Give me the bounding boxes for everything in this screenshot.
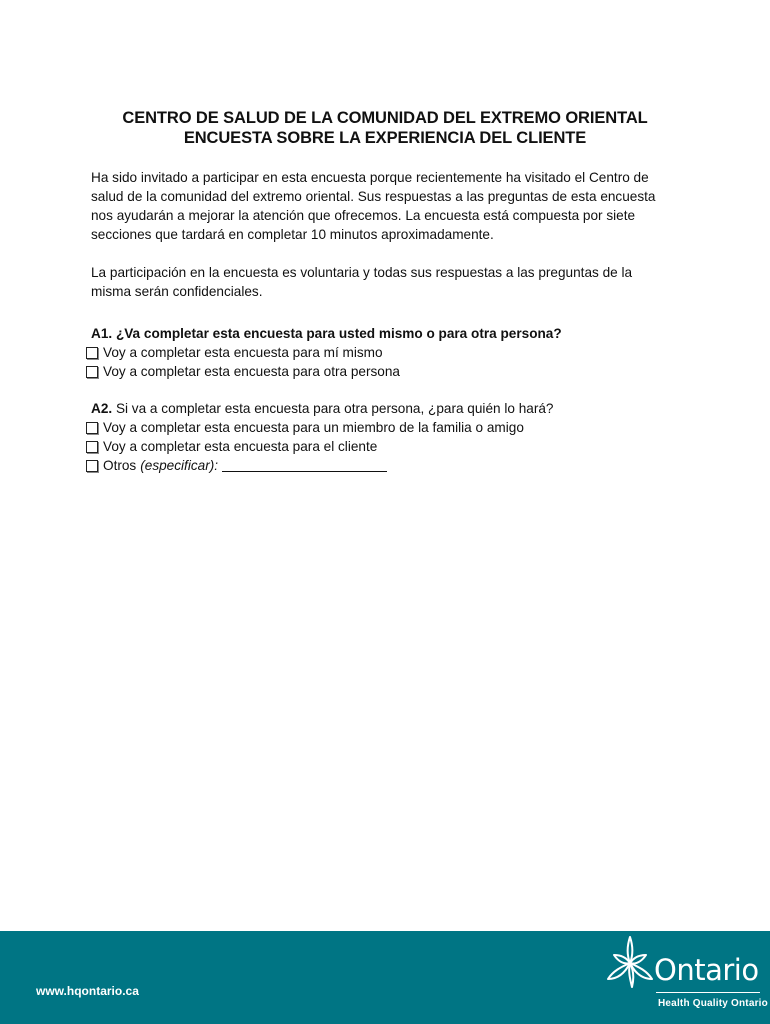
checkbox[interactable] xyxy=(86,422,98,434)
intro-paragraph xyxy=(91,168,681,244)
survey-title xyxy=(0,108,770,148)
website-link[interactable]: www.hqontario.ca xyxy=(36,984,139,998)
option-other-person[interactable] xyxy=(86,362,400,381)
checkbox[interactable] xyxy=(86,441,98,453)
option-others[interactable] xyxy=(86,456,524,475)
title-line-2: ENCUESTA SOBRE LA EXPERIENCIA DEL CLIENTE xyxy=(183,129,587,147)
specify-input-line[interactable] xyxy=(222,457,387,472)
question-number: A1. xyxy=(91,326,113,341)
option-family-friend[interactable] xyxy=(86,418,524,437)
question-a1-options xyxy=(86,343,400,381)
checkbox[interactable] xyxy=(86,460,98,472)
option-myself[interactable] xyxy=(86,343,400,362)
participation-line: misma serán confidenciales. xyxy=(91,284,263,299)
specify-label: (especificar): xyxy=(140,458,219,473)
logo-subtitle: Health Quality Ontario xyxy=(658,998,768,1009)
option-label: Voy a completar esta encuesta para un miembro de la familia o amigo xyxy=(103,420,524,435)
option-label: Otros xyxy=(103,458,137,473)
footer-bar xyxy=(0,931,770,1024)
question-a2 xyxy=(91,399,553,418)
intro-line: salud de la comunidad del extremo oriental. Sus respuestas a las preguntas de esta encuesta xyxy=(91,189,656,204)
intro-line: Ha sido invitado a participar en esta encuesta porque recientemente ha visitado el Centro de xyxy=(91,170,649,185)
checkbox[interactable] xyxy=(86,347,98,359)
question-a2-options xyxy=(86,418,524,475)
intro-line: secciones que tardará en completar 10 minutos aproximadamente. xyxy=(91,227,494,242)
participation-line: La participación en la encuesta es voluntaria y todas sus respuestas a las preguntas de la xyxy=(91,265,633,280)
question-number: A2. xyxy=(91,401,113,416)
option-client[interactable] xyxy=(86,437,524,456)
question-a1 xyxy=(91,324,562,343)
title-line-1: CENTRO DE SALUD DE LA COMUNIDAD DEL EXTREMO ORIENTAL xyxy=(122,109,648,127)
option-label: Voy a completar esta encuesta para otra persona xyxy=(103,364,400,379)
question-text: ¿Va completar esta encuesta para usted mismo o para otra persona? xyxy=(115,326,562,341)
checkbox[interactable] xyxy=(86,366,98,378)
trillium-icon xyxy=(606,935,654,991)
question-text: Si va a completar esta encuesta para otra persona, ¿para quién lo hará? xyxy=(115,401,554,416)
intro-line: nos ayudarán a mejorar la atención que ofrecemos. La encuesta está compuesta por siete xyxy=(91,208,636,223)
option-label: Voy a completar esta encuesta para mí mismo xyxy=(103,345,383,360)
participation-paragraph xyxy=(91,263,681,301)
logo-divider xyxy=(656,992,760,993)
option-label: Voy a completar esta encuesta para el cliente xyxy=(103,439,378,454)
health-quality-ontario-logo xyxy=(606,935,766,1021)
ontario-wordmark: Ontario xyxy=(654,953,759,987)
